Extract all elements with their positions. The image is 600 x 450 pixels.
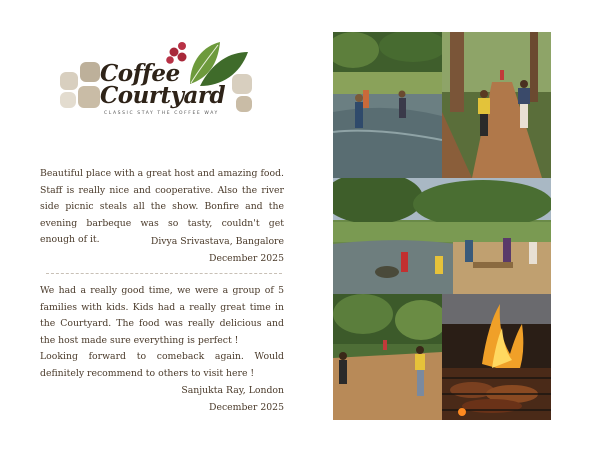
photo-collage [333, 32, 551, 420]
review-1-date: December 2025 [209, 253, 284, 264]
review-2-paragraph: We had a really good time, we were a group of 5 families with kids. Kids had a really great time in the Courtyard. The food was really delicious and the host made sure everything is perfect ! [40, 285, 284, 346]
review-1-author: Divya Srivastava, Bangalore [150, 236, 284, 247]
logo-tile [60, 92, 76, 108]
logo-word-courtyard: Courtyard [100, 82, 226, 109]
review-2-paragraph-2: Looking forward to comeback again. Would definitely recommend to others to visit here ! [40, 351, 284, 379]
section-divider [46, 273, 282, 274]
review-2-date: December 2025 [209, 402, 284, 413]
review-2-author: Sanjukta Ray, London [181, 385, 284, 396]
brand-logo [52, 38, 262, 118]
logo-tile [78, 86, 100, 108]
review-2-text [40, 283, 284, 383]
photo-bonfire-barbeque [442, 294, 551, 420]
photo-riverside-picnic [333, 178, 551, 294]
logo-tile [80, 62, 100, 82]
photo-forest-path [442, 32, 551, 178]
logo-tile [236, 96, 252, 112]
review-1-paragraph: Beautiful place with a great host and amazing food. Staff is really nice and cooperative. Also the river side picnic steals all the show. Bonfire and the evening barbeque was so tasty, couldn't get enough of it. [40, 168, 284, 246]
logo-word-coffee: Coffee [100, 60, 180, 87]
logo-tile [60, 72, 78, 90]
photo-river-wading [333, 32, 442, 178]
logo-tagline: CLASSIC STAY THE COFFEE WAY [104, 111, 219, 116]
photo-plantation-walk [333, 294, 442, 420]
